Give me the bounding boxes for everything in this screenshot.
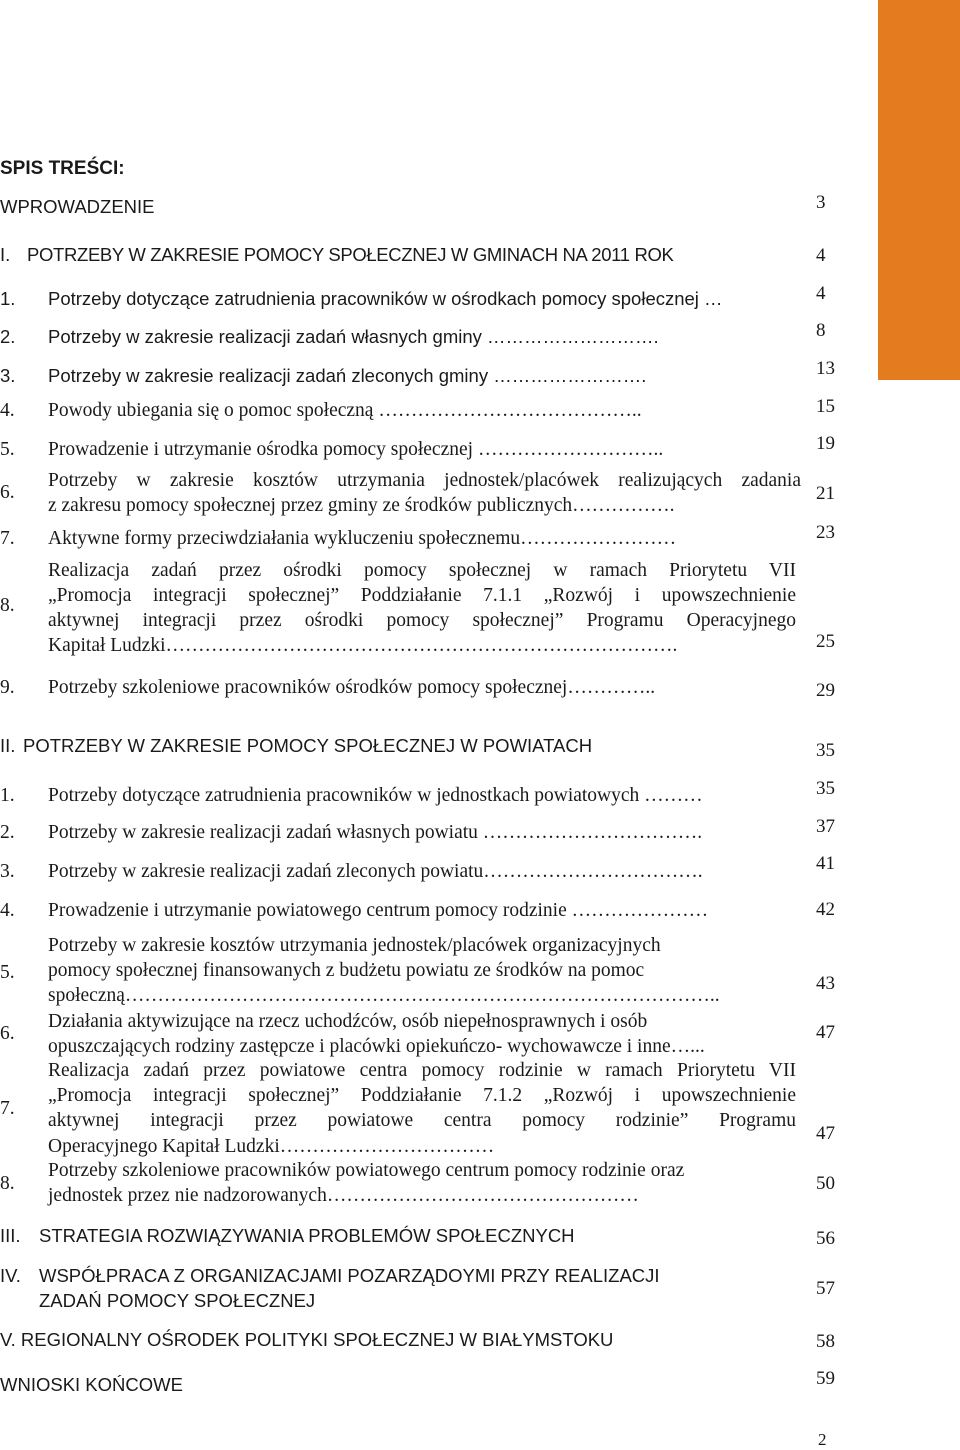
page-number: 3 [816,192,826,213]
page-number: 4 [816,283,826,304]
page-number: 42 [816,899,835,920]
toc-entry-number: 9. [0,677,15,698]
toc-entry-number: 3. [0,861,15,882]
toc-entry-number: II. [0,735,16,756]
toc-entry-2-5-line[interactable]: społeczną……………………………………………………………………………….. [48,985,720,1006]
toc-entry-1-7[interactable]: Aktywne formy przeciwdziałania wykluczeniu społecznemu…………………… [48,528,677,549]
page-number: 47 [816,1022,835,1043]
page-number: 56 [816,1228,835,1249]
page-number: 59 [816,1368,835,1389]
toc-entry-number: IV. [0,1265,21,1286]
toc-entry-2-7-line[interactable]: „Promocja integracji społecznej” Poddziałanie 7.1.2 „Rozwój i upowszechnienie [48,1085,796,1106]
toc-entry-number: 1. [0,288,16,309]
toc-entry-number: I. [0,244,11,265]
page-number: 47 [816,1123,835,1144]
page-number: 21 [816,483,835,504]
page-number: 29 [816,680,835,701]
toc-entry-2-3[interactable]: Potrzeby w zakresie realizacji zadań zleconych powiatu……………………………. [48,861,703,882]
toc-entry-2-8-line[interactable]: jednostek przez nie nadzorowanych………………………………………… [48,1185,639,1206]
page-number: 58 [816,1331,835,1352]
toc-entry-1-5[interactable]: Prowadzenie i utrzymanie ośrodka pomocy społecznej ……………………….. [48,439,664,460]
toc-entry-1-8-line[interactable]: aktywnej integracji przez ośrodki pomocy społecznej” Programu Operacyjnego [48,610,796,631]
toc-entry-number: 2. [0,326,16,347]
toc-entry-1-4[interactable]: Powody ubiegania się o pomoc społeczną ………………………………….. [48,400,642,421]
toc-entry-section-2[interactable]: POTRZEBY W ZAKRESIE POMOCY SPOŁECZNEJ W POWIATACH [23,735,593,756]
toc-entry-2-5-line[interactable]: pomocy społecznej finansowanych z budżetu powiatu ze środków na pomoc [48,960,645,981]
toc-entry-2-2[interactable]: Potrzeby w zakresie realizacji zadań własnych powiatu ……………………………. [48,822,703,843]
toc-entry-number: 7. [0,528,15,549]
toc-entry-2-7-line[interactable]: aktywnej integracji przez powiatowe centra pomocy rodzinie” Programu [48,1110,796,1131]
toc-entry-section-4-line[interactable]: WSPÓŁPRACA Z ORGANIZACJAMI POZARZĄDOYMI PRZY REALIZACJI [39,1265,660,1286]
toc-entry-number: III. [0,1225,21,1246]
toc-entry-section-3[interactable]: STRATEGIA ROZWIĄZYWANIA PROBLEMÓW SPOŁECZNYCH [39,1225,575,1246]
toc-entry-1-9[interactable]: Potrzeby szkoleniowe pracowników ośrodków pomocy społecznej………….. [48,677,656,698]
page-number: 35 [816,778,835,799]
toc-entry-2-5-line[interactable]: Potrzeby w zakresie kosztów utrzymania jednostek/placówek organizacyjnych [48,935,661,956]
toc-entry-2-8-line[interactable]: Potrzeby szkoleniowe pracowników powiatowego centrum pomocy rodzinie oraz [48,1160,685,1181]
page-number: 8 [816,320,826,341]
toc-entry-number: 7. [0,1098,15,1119]
toc-entry-number: 5. [0,439,15,460]
toc-entry-number: 6. [0,1023,15,1044]
toc-entry-1-6-line[interactable]: Potrzeby w zakresie kosztów utrzymania jednostek/placówek realizujących zadania [48,470,801,491]
page-number: 15 [816,396,835,417]
toc-entry-number: 3. [0,365,16,386]
page-number: 57 [816,1278,835,1299]
footer-page-number: 2 [818,1430,827,1449]
toc-entry-number: 2. [0,822,15,843]
page-number: 25 [816,631,835,652]
toc-entry-2-4[interactable]: Prowadzenie i utrzymanie powiatowego centrum pomocy rodzinie ………………… [48,900,709,921]
orange-accent-bar [878,0,960,380]
page-number: 43 [816,973,835,994]
toc-entry-section-5[interactable]: V. REGIONALNY OŚRODEK POLITYKI SPOŁECZNEJ W BIAŁYMSTOKU [0,1329,614,1350]
toc-entry-1-8-line[interactable]: Kapitał Ludzki……………………………………………………………………. [48,635,678,656]
toc-entry-1-2[interactable]: Potrzeby w zakresie realizacji zadań własnych gminy ………………………. [48,326,659,347]
toc-entry-introduction[interactable]: WPROWADZENIE [0,196,155,217]
toc-entry-section-1[interactable]: POTRZEBY W ZAKRESIE POMOCY SPOŁECZNEJ W GMINACH NA 2011 ROK [27,244,674,265]
toc-entry-2-6-line[interactable]: opuszczających rodziny zastępcze i placówki opiekuńczo- wychowawcze i inne…... [48,1036,705,1057]
toc-entry-number: 1. [0,785,15,806]
toc-entry-number: 4. [0,400,15,421]
toc-entry-number: 5. [0,962,15,983]
page-number: 35 [816,740,835,761]
toc-entry-conclusions[interactable]: WNIOSKI KOŃCOWE [0,1374,183,1395]
toc-entry-number: 8. [0,1173,15,1194]
toc-entry-1-1[interactable]: Potrzeby dotyczące zatrudnienia pracowników w ośrodkach pomocy społecznej … [48,288,723,309]
page-number: 13 [816,358,835,379]
toc-entry-2-7-line[interactable]: Realizacja zadań przez powiatowe centra pomocy rodzinie w ramach Priorytetu VII [48,1060,796,1081]
toc-entry-1-8-line[interactable]: „Promocja integracji społecznej” Poddziałanie 7.1.1 „Rozwój i upowszechnienie [48,585,796,606]
toc-title: SPIS TREŚCI: [0,158,125,179]
toc-entry-1-3[interactable]: Potrzeby w zakresie realizacji zadań zleconych gminy ……………………. [48,365,647,386]
page-number: 41 [816,853,835,874]
page-number: 23 [816,522,835,543]
page-number: 50 [816,1173,835,1194]
toc-entry-section-4-line[interactable]: ZADAŃ POMOCY SPOŁECZNEJ [39,1290,316,1311]
toc-entry-number: 6. [0,482,15,503]
toc-entry-number: 4. [0,900,15,921]
page-number: 4 [816,245,826,266]
toc-entry-2-1[interactable]: Potrzeby dotyczące zatrudnienia pracowników w jednostkach powiatowych ……… [48,785,703,806]
toc-entry-number: 8. [0,595,15,616]
page-number: 19 [816,433,835,454]
toc-entry-1-6-line[interactable]: z zakresu pomocy społecznej przez gminy ze środków publicznych……………. [48,495,675,516]
toc-entry-1-8-line[interactable]: Realizacja zadań przez ośrodki pomocy społecznej w ramach Priorytetu VII [48,560,796,581]
toc-entry-2-7-line[interactable]: Operacyjnego Kapitał Ludzki…………………………… [48,1136,495,1157]
toc-entry-2-6-line[interactable]: Działania aktywizujące na rzecz uchodźców, osób niepełnosprawnych i osób [48,1011,648,1032]
page-number: 37 [816,816,835,837]
